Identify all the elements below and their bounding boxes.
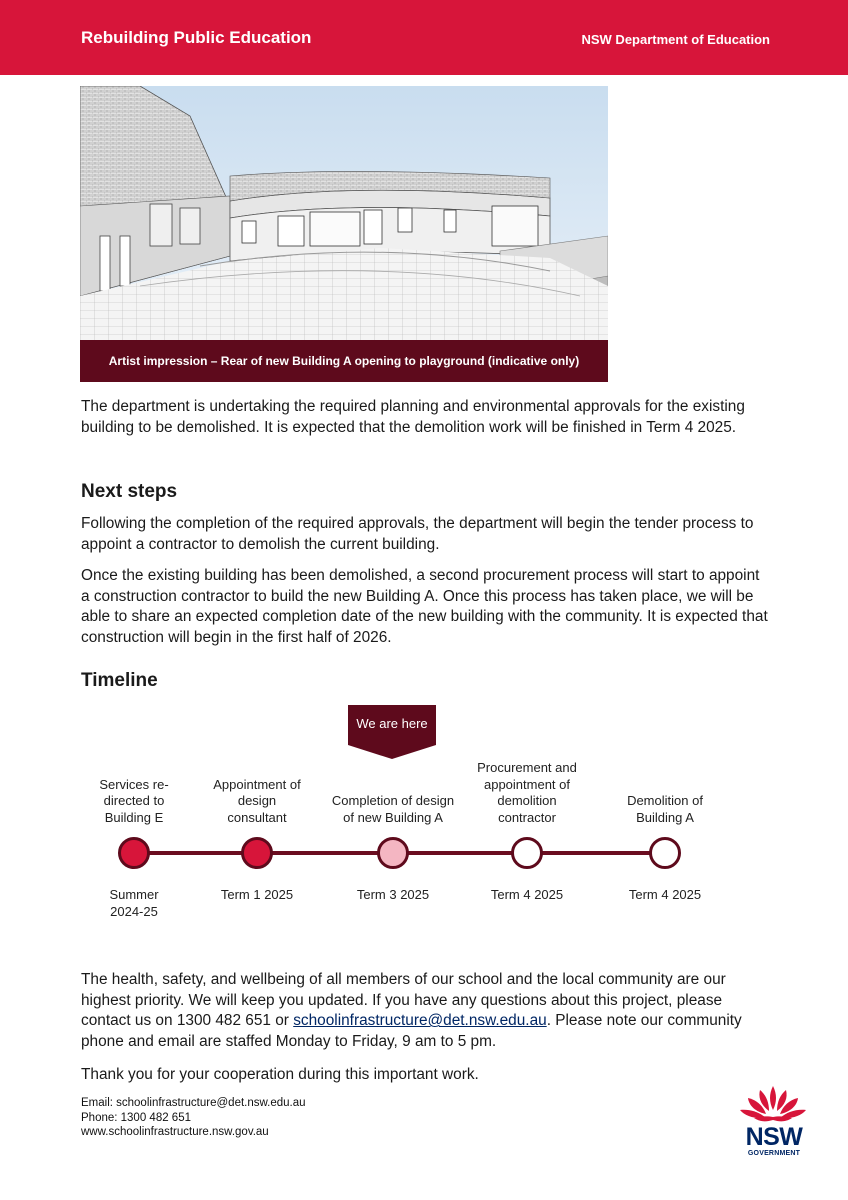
timeline-step-date	[328, 887, 458, 904]
timeline-step-label-line: directed to	[103, 793, 165, 808]
marker-shape	[348, 705, 436, 759]
timeline-step-label-line: appointment of	[483, 776, 570, 792]
closing-text-after: . Please note our community phone and email are staffed Monday to Friday, 9 am to 5 pm.	[81, 1012, 742, 1050]
email-link[interactable]: schoolinfrastructure@det.nsw.edu.au	[293, 1012, 547, 1030]
government-wordmark: GOVERNMENT	[747, 1150, 801, 1157]
timeline-heading: Timeline	[81, 670, 158, 691]
timeline-step-label-line: Services re-	[99, 776, 169, 792]
timeline-step-label-line: consultant	[227, 809, 287, 825]
timeline-step-label-line: contractor	[498, 809, 556, 825]
closing-paragraph-2: Thank you for your cooperation during this important work.	[81, 1066, 479, 1083]
timeline-step-date	[69, 887, 199, 920]
timeline-step-date	[462, 887, 592, 904]
timeline-step-label-line: demolition	[497, 793, 557, 808]
building-sketch-image	[80, 86, 608, 382]
timeline-step-date-line: Term 4 2025	[490, 887, 564, 902]
contact-email: Email: schoolinfrastructure@det.nsw.edu.au	[81, 1097, 306, 1109]
timeline-node-3	[377, 837, 409, 869]
timeline-step-label-line: of new Building A	[343, 809, 443, 825]
timeline-step-label-line: design	[237, 793, 277, 808]
timeline-step-label	[328, 793, 458, 826]
timeline-step-label-line: Completion of design	[331, 793, 455, 808]
contact-block	[81, 1096, 306, 1140]
timeline-node-1	[118, 837, 150, 869]
header-title: Rebuilding Public Education	[81, 28, 312, 47]
timeline-step-label-line: Appointment of	[213, 776, 301, 792]
next-steps-heading: Next steps	[81, 481, 178, 502]
header-department: NSW Department of Education	[581, 32, 770, 47]
timeline-step-date-line: Term 1 2025	[220, 887, 294, 902]
contact-phone: Phone: 1300 482 651	[81, 1111, 191, 1124]
closing-text-before: The health, safety, and wellbeing of all members of our school and the local community are our highest priority. We will keep you updated. If you have any questions about this project, please contact us on 1300 482 651 or	[81, 971, 726, 1030]
we-are-here-marker	[348, 705, 436, 757]
timeline-node-2	[241, 837, 273, 869]
marker-label: We are here	[356, 716, 428, 731]
timeline-node-4	[511, 837, 543, 869]
timeline-step-label	[462, 760, 592, 826]
hero-image	[80, 86, 608, 382]
timeline-step-label-line: Building A	[636, 809, 694, 825]
timeline-step-label	[69, 777, 199, 827]
nsw-wordmark: NSW	[745, 1123, 803, 1151]
intro-paragraph: The department is undertaking the required planning and environmental approvals for the existing building to be demolished. It is expected that the demolition work will be finished in Term 4 2025.	[81, 398, 745, 436]
timeline-node-5	[649, 837, 681, 869]
next-steps-paragraph-1: Following the completion of the required approvals, the department will begin the tender process to appoint a contractor to demolish the current building.	[81, 515, 754, 553]
timeline-step-date-line: Term 3 2025	[356, 887, 430, 902]
timeline-step-label-line: Demolition of	[627, 793, 703, 808]
timeline-step-date-line: Summer	[109, 887, 159, 902]
timeline-step-date-line: 2024-25	[110, 903, 158, 919]
contact-website: www.schoolinfrastructure.nsw.gov.au	[81, 1126, 269, 1138]
timeline-step-date-line: Term 4 2025	[628, 887, 702, 902]
timeline-step-date	[192, 887, 322, 904]
closing-paragraph-1	[81, 970, 771, 1052]
timeline-step-date	[600, 887, 730, 904]
timeline-step-label-line: Procurement and	[477, 760, 577, 775]
hero-caption: Artist impression – Rear of new Building A opening to playground (indicative only)	[80, 340, 608, 382]
timeline-step-label	[600, 793, 730, 826]
timeline-step-label-line: Building E	[104, 809, 164, 825]
page-header	[0, 0, 848, 75]
timeline-step-label	[192, 777, 322, 827]
next-steps-paragraph-2: Once the existing building has been demolished, a second procurement process will start to appoint a construction contractor to build the new Building A. Once this process has taken place, we will be able to share an expected completion date of the new building with the community. It is expected that construction will begin in the first half of 2026.	[81, 567, 768, 646]
